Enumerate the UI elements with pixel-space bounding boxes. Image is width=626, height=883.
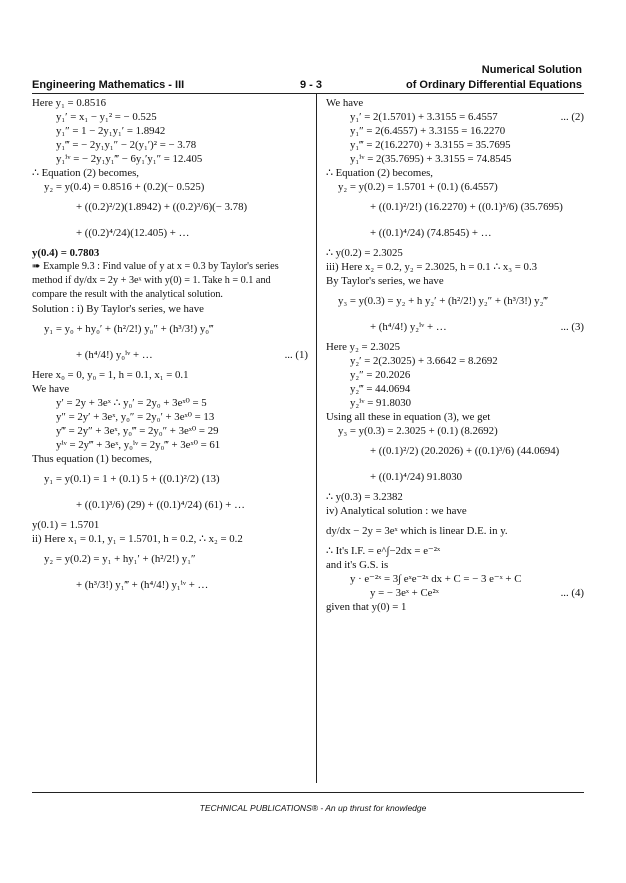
text-line: y₁ = y₀ + hy₀′ + (h²/2!) y₀″ + (h³/3!) y₀‴ [44, 323, 214, 335]
column-divider [316, 93, 317, 783]
text-line: y₁ = y(0.1) = 1 + (0.1) 5 + ((0.1)²/2) (13) [44, 473, 220, 485]
text-line: y₂ⁱᵛ = 91.8030 [350, 397, 412, 409]
text-line: We have [32, 383, 70, 395]
text-line: y(0.4) = 0.7803 [32, 247, 100, 259]
text-line: y = − 3eˣ + Ce²ˣ ... (4) [370, 587, 584, 599]
text-line: y₂‴ = 44.0694 [350, 383, 411, 395]
text-line: y₁ⁱᵛ = − 2y₁y₁‴ − 6y₁′y₁″ = 12.405 [56, 153, 203, 165]
text-line: + (h⁴/4!) y₀ⁱᵛ + … ... (1) [32, 342, 308, 368]
text-line: + ((0.2)²/2)(1.8942) + ((0.2)³/6)(− 3.78) [76, 201, 248, 213]
text-line: + ((0.1)²/2!) (16.2270) + ((0.1)³/6) (35.7695) [370, 201, 563, 213]
text-line: y₁′ = 2(1.5701) + 3.3155 = 6.4557 ... (2) [350, 111, 584, 123]
text-line: y₃ = y(0.3) = y₂ + h y₂′ + (h²/2!) y₂″ + (h³/3!) y₂‴ [338, 295, 548, 307]
text-line: ii) Here x₁ = 0.1, y₁ = 1.5701, h = 0.2, ∴ x₂ = 0.2 [32, 533, 243, 545]
left-column [32, 96, 308, 598]
text-line: y₂ = y(0.2) = 1.5701 + (0.1) (6.4557) [338, 181, 498, 193]
text-line: and it's G.S. is [326, 559, 389, 571]
text-line: y₃ = y(0.3) = 2.3025 + (0.1) (8.2692) [338, 425, 498, 437]
text-line: y₂ = y(0.4) = 0.8516 + (0.2)(− 0.525) [44, 181, 205, 193]
text-line: ∴ y(0.3) = 3.2382 [326, 491, 403, 503]
footer-rule [32, 792, 584, 793]
text-line: y′ = 2y + 3eˣ ∴ y₀′ = 2y₀ + 3eˣ⁰ = 5 [56, 397, 207, 409]
equation-tag: ... (1) [284, 349, 308, 361]
text-line: + ((0.2)⁴/24)(12.405) + … [76, 227, 190, 239]
text-line: + ((0.1)⁴/24) 91.8030 [370, 471, 463, 483]
text-line: ∴ y(0.2) = 2.3025 [326, 247, 403, 259]
running-header-left: Engineering Mathematics - III [32, 79, 185, 91]
text-line: y″ = 2y′ + 3eˣ, y₀″ = 2y₀′ + 3eˣ⁰ = 13 [56, 411, 215, 423]
text-line: + (h³/3!) y₁‴ + (h⁴/4!) y₁ⁱᵛ + … [76, 579, 209, 591]
text-line: y₁‴ = − 2y₁y₁″ − 2(y₁′)² = − 3.78 [56, 139, 197, 151]
text-line: y₁ⁱᵛ = 2(35.7695) + 3.3155 = 74.8545 [350, 153, 512, 165]
page-number: 9 - 3 [300, 79, 323, 91]
header-rule [32, 93, 584, 94]
footer-text: TECHNICAL PUBLICATIONS® - An up thrust for knowledge [199, 803, 427, 813]
text-line: ∴ Equation (2) becomes, [326, 167, 434, 179]
equation-tag: ... (2) [560, 111, 584, 123]
text-line: Here y₁ = 0.8516 [32, 97, 107, 109]
text-line: y₂″ = 20.2026 [350, 369, 411, 381]
text-line: By Taylor's series, we have [326, 275, 444, 287]
right-column [326, 96, 584, 614]
text-line: y‴ = 2y″ + 3eˣ, y₀‴ = 2y₀″ + 3eˣ⁰ = 29 [56, 425, 219, 437]
text-line: yⁱᵛ = 2y‴ + 3eˣ, y₀ⁱᵛ = 2y₀‴ + 3eˣ⁰ = 61 [56, 439, 221, 451]
running-header-right-line1: Numerical Solution [481, 64, 582, 76]
text-line: + ((0.1)⁴/24) (74.8545) + … [370, 227, 492, 239]
text-line: y₁″ = 1 − 2y₁y₁′ = 1.8942 [56, 125, 166, 137]
text-line: + ((0.1)³/6) (29) + ((0.1)⁴/24) (61) + … [76, 499, 245, 511]
text-line: ➠ Example 9.3 : Find value of y at x = 0.3 by Taylor's series method if dy/dx = 2y + 3eˣ with y(0) = 1. Take h = 0.1 and compare the result with the analytical solution. [32, 261, 279, 300]
running-header-right-line2: of Ordinary Differential Equations [405, 79, 582, 91]
text-line: Here x₀ = 0, y₀ = 1, h = 0.1, x₁ = 0.1 [32, 369, 189, 381]
text-line: + (h⁴/4!) y₂ⁱᵛ + … ... (3) [326, 314, 584, 340]
text-line: y(0.1) = 1.5701 [32, 519, 100, 531]
text-line: ∴ Equation (2) becomes, [32, 167, 140, 179]
text-line: Thus equation (1) becomes, [32, 453, 152, 465]
text-line: iii) Here x₂ = 0.2, y₂ = 2.3025, h = 0.1 ∴ x₃ = 0.3 [326, 261, 538, 273]
text-line: + ((0.1)²/2) (20.2026) + ((0.1)³/6) (44.0694) [370, 445, 560, 457]
text-line: Here y₂ = 2.3025 [326, 341, 401, 353]
text-line: Using all these in equation (3), we get [326, 411, 491, 423]
text-line: y · e⁻²ˣ = 3∫ eˣe⁻²ˣ dx + C = − 3 e⁻ˣ + C [350, 573, 522, 585]
text-line: ∴ It's I.F. = e^∫−2dx = e⁻²ˣ [326, 545, 441, 557]
equation-tag: ... (3) [560, 321, 584, 333]
text-line: y₁″ = 2(6.4557) + 3.3155 = 16.2270 [350, 125, 506, 137]
text-line: y₂′ = 2(2.3025) + 3.6642 = 8.2692 [350, 355, 498, 367]
text-line: dy/dx − 2y = 3eˣ which is linear D.E. in y. [326, 525, 508, 537]
equation-tag: ... (4) [560, 587, 584, 599]
text-line: y₁‴ = 2(16.2270) + 3.3155 = 35.7695 [350, 139, 511, 151]
text-line: We have [326, 97, 364, 109]
text-line: given that y(0) = 1 [326, 601, 407, 613]
text-line: y₂ = y(0.2) = y₁ + hy₁′ + (h²/2!) y₁″ [44, 553, 196, 565]
text-line: Solution : i) By Taylor's series, we have [32, 303, 204, 315]
text-line: y₁′ = x₁ − y₁² = − 0.525 [56, 111, 157, 123]
text-line: iv) Analytical solution : we have [326, 505, 467, 517]
